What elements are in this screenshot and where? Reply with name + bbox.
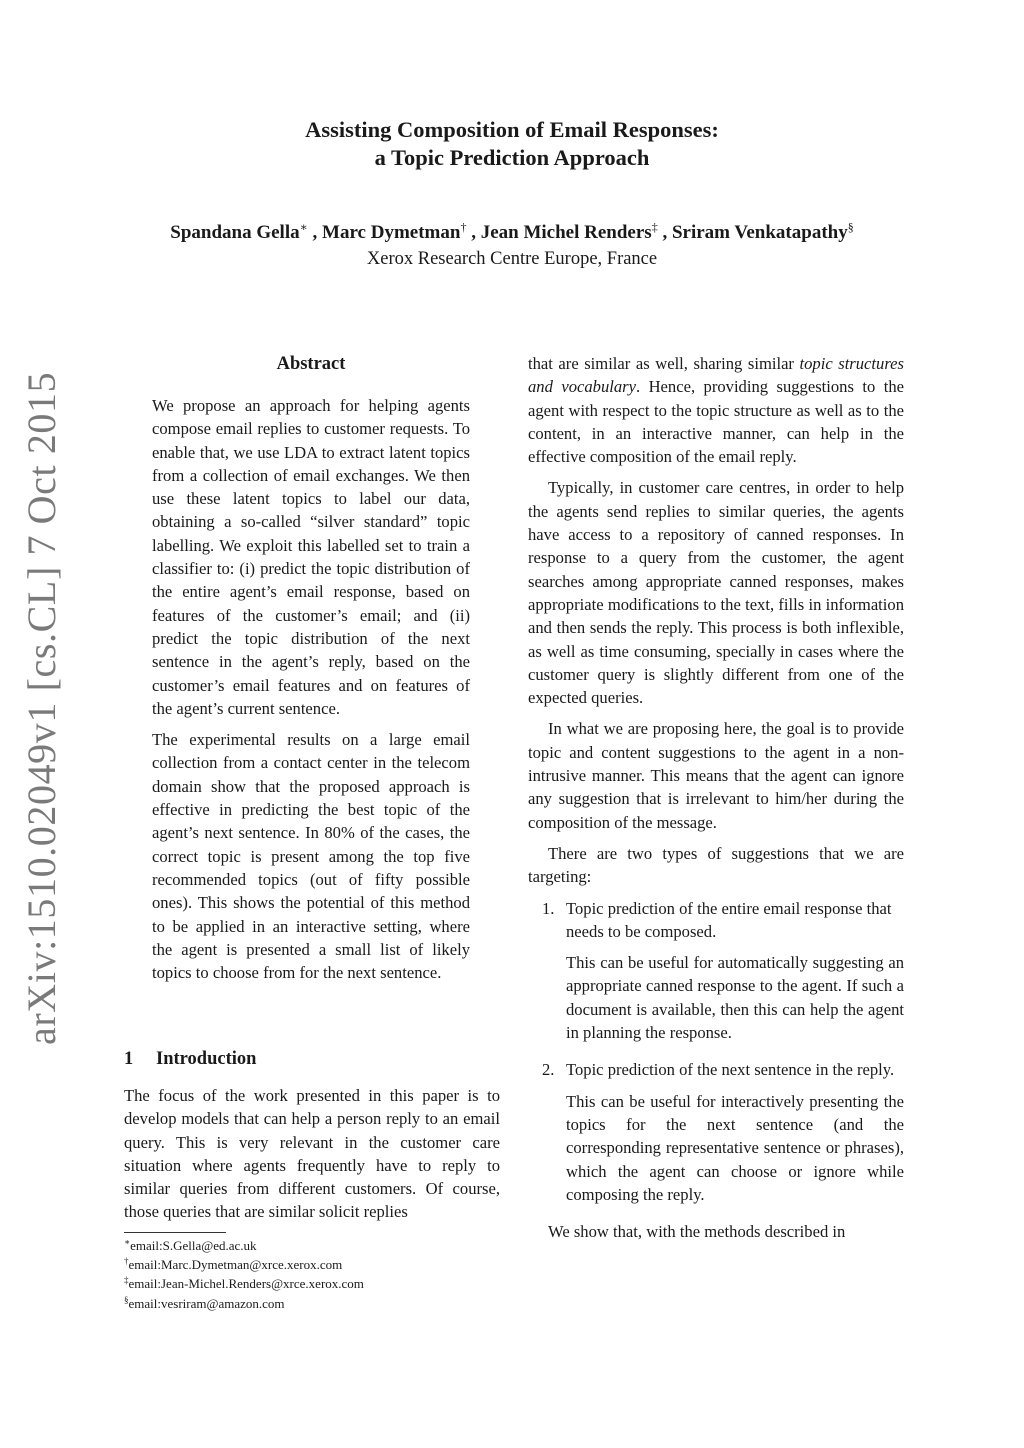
body-paragraph: In what we are proposing here, the goal is to provide topic and content suggestions to the agent in a non-intrusive manner. This means that the agent can ignore any suggestion that is irrelevant to him/her during the composition of the message. bbox=[528, 719, 904, 832]
footnote bbox=[124, 1294, 504, 1313]
emphasis-text: topic structures and vocabulary bbox=[528, 354, 904, 397]
author-mark: ∗ bbox=[299, 220, 308, 234]
footnote-text: email:Marc.Dymetman@xrce.xerox.com bbox=[128, 1257, 343, 1273]
author-name: Sriram Venkatapathy bbox=[671, 222, 848, 243]
footnote-mark: † bbox=[124, 1256, 129, 1267]
author-name: Marc Dymetman bbox=[322, 222, 461, 243]
arxiv-stamp: arXiv:1510.02049v1 [cs.CL] 7 Oct 2015 bbox=[19, 371, 64, 1045]
author-name: Spandana Gella bbox=[170, 222, 300, 243]
author-list: Spandana Gella∗ , Marc Dymetman† , Jean Michel Renders‡ , Sriram Venkatapathy§ bbox=[170, 220, 854, 243]
list-item-body: This can be useful for interactively presenting the topics for the next sentence (and the corresponding representative sentence or phrases), which the agent can choose or ignore while composing the reply. bbox=[566, 1091, 904, 1204]
footnote-mark: ‡ bbox=[124, 1275, 129, 1286]
footnote-mark: § bbox=[124, 1294, 129, 1305]
author-block bbox=[0, 220, 1024, 272]
suggestion-list bbox=[528, 897, 904, 1207]
list-marker: 1. bbox=[542, 898, 555, 918]
footnote bbox=[124, 1255, 504, 1274]
author-mark: § bbox=[847, 220, 854, 234]
body-paragraph bbox=[528, 352, 904, 468]
footnote bbox=[124, 1274, 504, 1293]
abstract-body bbox=[152, 394, 470, 992]
body-paragraph: Typically, in customer care centres, in order to help the agents send replies to similar queries, the agents have access to a repository of canned responses. In response to a query from the customer, the agent searches among appropriate canned responses, makes appropriate modifications to the text, fills in information and then sends the reply. This process is both inflexible, as well as time consuming, specially in cases where the customer query is slightly different from one of the expected queries. bbox=[528, 478, 904, 708]
footnote-rule bbox=[124, 1232, 226, 1233]
title-line-2: a Topic Prediction Approach bbox=[374, 145, 650, 170]
list-item-title: Topic prediction of the entire email response that needs to be composed. bbox=[566, 898, 892, 941]
footnote bbox=[124, 1236, 504, 1255]
body-paragraph: There are two types of suggestions that we are targeting: bbox=[528, 843, 904, 887]
abstract-heading: Abstract bbox=[276, 354, 346, 374]
text-run: . Hence, providing suggestions to the agent with respect to the topic structure as well as to the content, in an interactive manner, can help in the effective composition of the email reply. bbox=[528, 377, 904, 467]
body-paragraph: We show that, with the methods described in bbox=[548, 1222, 846, 1242]
author-mark: ‡ bbox=[651, 220, 658, 234]
section-number: 1 bbox=[124, 1049, 134, 1069]
paper-title bbox=[0, 116, 1024, 172]
section-title: Introduction bbox=[156, 1049, 257, 1069]
abstract-paragraph: We propose an approach for helping agents compose email replies to customer requests. To enable that, we use LDA to extract latent topics from a collection of email exchanges. We then use these latent topics to label our data, obtaining a so-called “silver standard” topic labelling. We exploit this labelled set to train a classifier to: (i) predict the topic distribution of the entire agent’s email response, based on features of the customer’s email; and (ii) predict the topic distribution of the next sentence in the agent’s reply, based on the customer’s email features and on features of the agent’s current sentence. bbox=[152, 396, 470, 718]
right-column bbox=[528, 352, 904, 1251]
list-item bbox=[528, 1058, 904, 1206]
list-item-body: This can be useful for automatically suggesting an appropriate canned response to the agent. If such a document is available, then this can help the agent in planning the response. bbox=[566, 953, 904, 1043]
footnote-text: email:vesriram@amazon.com bbox=[128, 1295, 285, 1311]
footnotes bbox=[124, 1236, 504, 1313]
list-item-title: Topic prediction of the next sentence in the reply. bbox=[566, 1060, 895, 1080]
footnote-text: email:Jean-Michel.Renders@xrce.xerox.com bbox=[128, 1276, 364, 1292]
footnote-mark: ∗ bbox=[124, 1237, 131, 1247]
body-paragraph: The focus of the work presented in this paper is to develop models that can help a person reply to an email query. This is very relevant in the customer care situation where agents frequently have to reply to similar queries from different customers. Of course, those queries that are similar solicit replies bbox=[124, 1086, 500, 1222]
affiliation: Xerox Research Centre Europe, France bbox=[366, 249, 658, 269]
text-run: that are similar as well, sharing similar bbox=[528, 354, 800, 373]
footnote-text: email:S.Gella@ed.ac.uk bbox=[130, 1238, 257, 1253]
author-mark: † bbox=[460, 220, 467, 234]
section-heading bbox=[124, 1047, 256, 1071]
author-name: Jean Michel Renders bbox=[480, 222, 652, 243]
abstract-paragraph: The experimental results on a large email collection from a contact center in the telecom domain show that the proposed approach is effective in predicting the best topic of the agent’s next sentence. In 80% of the cases, the correct topic is present among the top five recommended topics (out of fifty possible ones). This shows the potential of this method to be applied in an interactive setting, where the agent is presented a small list of likely topics to choose from for the next sentence. bbox=[152, 730, 470, 983]
list-item bbox=[528, 897, 904, 1045]
title-line-1: Assisting Composition of Email Responses: bbox=[305, 117, 719, 142]
list-marker: 2. bbox=[542, 1060, 555, 1080]
introduction-body bbox=[124, 1084, 500, 1232]
